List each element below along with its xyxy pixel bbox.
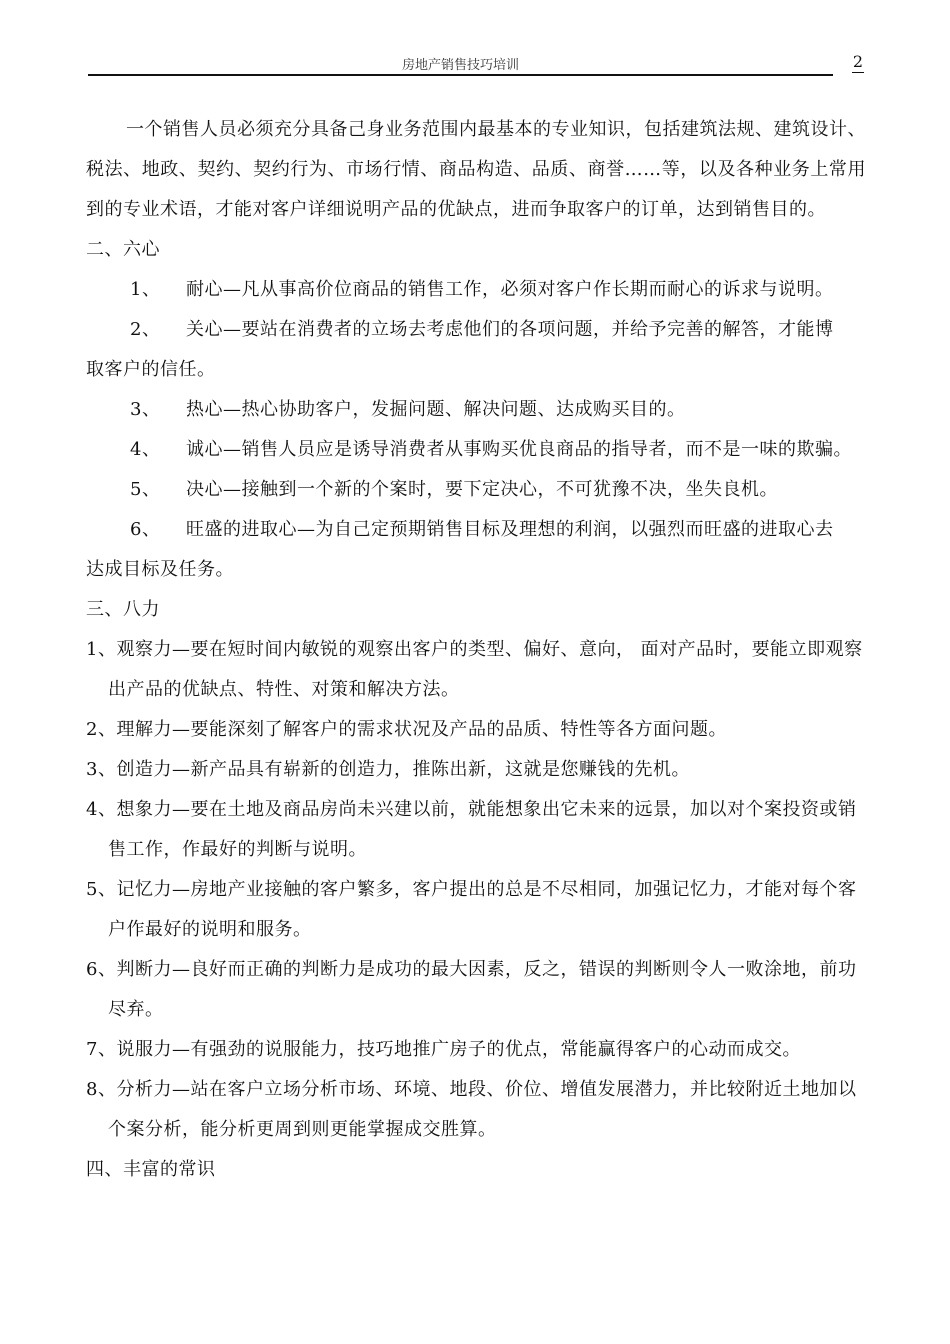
- six-hearts-item: [86, 390, 866, 430]
- eight-abilities-item: 8、分析力—站在客户立场分析市场、环境、地段、价位、增值发展潜力，并比较附近土地加以个案分析，能分析更周到则更能掌握成交胜算。: [86, 1079, 857, 1140]
- page-number: 2: [852, 52, 864, 71]
- section-heading-eight-abilities: 三、八力: [86, 599, 160, 620]
- item-number: 2、: [130, 319, 161, 340]
- intro-paragraph: 一个销售人员必须充分具备己身业务范围内最基本的专业知识，包括建筑法规、建筑设计、税法、地政、契约、契约行为、市场行情、商品构造、品质、商誉……等，以及各种业务上常用到的专业术语，才能对客户详细说明产品的优缺点，进而争取客户的订单，达到销售目的。: [86, 119, 866, 220]
- item-text: 旺盛的进取心—为自己定预期销售目标及理想的利润，以强烈而旺盛的进取心去: [186, 519, 834, 540]
- eight-abilities-item: 7、说服力—有强劲的说服能力，技巧地推广房子的优点，常能赢得客户的心动而成交。: [86, 1039, 801, 1060]
- item-number: 4、: [130, 439, 161, 460]
- eight-abilities-item: 1、观察力—要在短时间内敏锐的观察出客户的类型、偏好、意向， 面对产品时，要能立即观察出产品的优缺点、特性、对策和解决方法。: [86, 639, 863, 700]
- eight-abilities-item: 6、判断力—良好而正确的判断力是成功的最大因素，反之，错误的判断则令人一败涂地，前功尽弃。: [86, 959, 857, 1020]
- document-body: [86, 110, 866, 1190]
- item-number: 3、: [130, 399, 161, 420]
- six-hearts-item: [86, 470, 866, 510]
- page-header: [88, 52, 833, 76]
- item-number: 5、: [130, 479, 161, 500]
- eight-abilities-item: 4、想象力—要在土地及商品房尚未兴建以前，就能想象出它未来的远景，加以对个案投资或销售工作，作最好的判断与说明。: [86, 799, 857, 860]
- item-number: 1、: [130, 279, 161, 300]
- eight-abilities-item: 5、记忆力—房地产业接触的客户繁多，客户提出的总是不尽相同，加强记忆力，才能对每个客户作最好的说明和服务。: [86, 879, 857, 940]
- six-hearts-item: [86, 510, 866, 590]
- eight-abilities-item: 2、理解力—要能深刻了解客户的需求状况及产品的品质、特性等各方面问题。: [86, 719, 727, 740]
- item-text: 耐心—凡从事高价位商品的销售工作，必须对客户作长期而耐心的诉求与说明。: [186, 279, 834, 300]
- six-hearts-item: [86, 270, 866, 310]
- item-text: 热心—热心协助客户，发掘问题、解决问题、达成购买目的。: [186, 399, 686, 420]
- item-text-continued: 达成目标及任务。: [86, 559, 234, 580]
- item-number: 6、: [130, 519, 161, 540]
- item-text-continued: 取客户的信任。: [86, 359, 216, 380]
- item-text: 决心—接触到一个新的个案时，要下定决心，不可犹豫不决，坐失良机。: [186, 479, 778, 500]
- section-heading-six-hearts: 二、六心: [86, 239, 160, 260]
- eight-abilities-item: 3、创造力—新产品具有崭新的创造力，推陈出新，这就是您赚钱的先机。: [86, 759, 690, 780]
- six-hearts-item: [86, 310, 866, 390]
- item-text: 关心—要站在消费者的立场去考虑他们的各项问题，并给予完善的解答，才能博: [186, 319, 834, 340]
- section-heading-common-knowledge: 四、丰富的常识: [86, 1159, 216, 1180]
- item-text: 诚心—销售人员应是诱导消费者从事购买优良商品的指导者，而不是一味的欺骗。: [186, 439, 852, 460]
- six-hearts-item: [86, 430, 866, 470]
- header-title: 房地产销售技巧培训: [401, 58, 519, 73]
